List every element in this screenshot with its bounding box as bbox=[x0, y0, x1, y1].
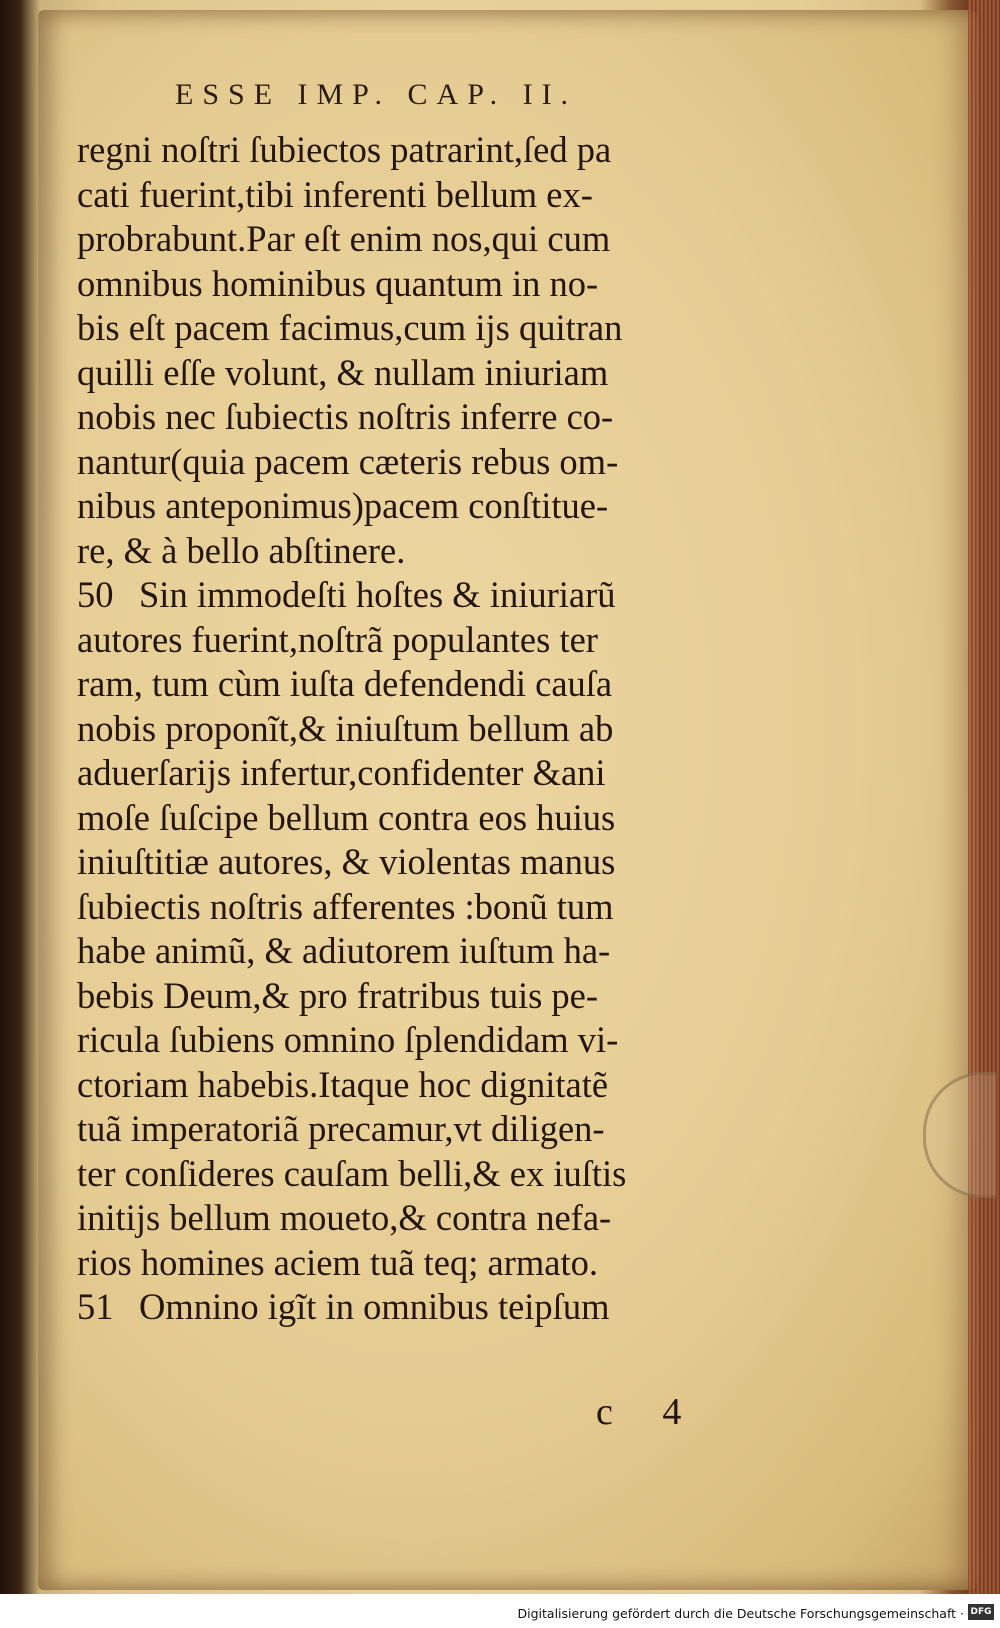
text-line bbox=[77, 929, 732, 974]
line-text: nobis proponĩt,& iniuſtum bellum ab bbox=[77, 707, 614, 749]
text-line bbox=[77, 128, 732, 173]
line-text: Omnino igĩt in omnibus teipſum bbox=[139, 1286, 610, 1327]
line-text: rios homines aciem tuã teq; armato. bbox=[77, 1241, 598, 1283]
text-line bbox=[77, 1285, 732, 1330]
funding-credit: Digitalisierung gefördert durch die Deutsche Forschungsgemeinschaft · bbox=[517, 1606, 964, 1621]
text-line bbox=[77, 1063, 732, 1108]
text-line bbox=[77, 974, 732, 1019]
book-fore-edge bbox=[968, 0, 1000, 1628]
line-text: nantur(quia pacem cæteris rebus om- bbox=[77, 440, 619, 482]
line-text: ſubiectis noſtris afferentes :bonũ tum bbox=[77, 885, 614, 927]
footer-bar bbox=[0, 1594, 1000, 1628]
text-line bbox=[77, 707, 732, 752]
text-line bbox=[77, 217, 732, 262]
text-line bbox=[77, 173, 732, 218]
line-text: nobis nec ſubiectis noſtris inferre co- bbox=[77, 396, 614, 437]
text-line bbox=[77, 1018, 732, 1063]
text-line bbox=[77, 306, 732, 351]
paragraph-number: 50 bbox=[77, 574, 114, 615]
line-text: aduerſarijs infertur,confidenter &ani bbox=[77, 752, 606, 793]
text-line bbox=[77, 1152, 732, 1197]
line-text: re, & à bello abſtinere. bbox=[77, 529, 406, 571]
line-text: ram, tum cùm iuſta defendendi cauſa bbox=[77, 663, 613, 704]
line-text: ter conſideres cauſam belli,& ex iuſtis bbox=[77, 1152, 627, 1194]
text-line bbox=[77, 440, 732, 485]
text-line bbox=[77, 529, 732, 574]
line-text: bebis Deum,& pro fratribus tuis pe- bbox=[77, 974, 599, 1016]
line-text: probrabunt.Par eſt enim nos,qui cum bbox=[77, 218, 611, 259]
text-line bbox=[77, 395, 732, 440]
line-text: cati fuerint,tibi inferenti bellum ex- bbox=[77, 173, 593, 215]
running-head: ESSE IMP. CAP. II. bbox=[175, 78, 578, 111]
line-text: autores fuerint,noſtrã populantes ter bbox=[77, 618, 598, 660]
line-text: nibus anteponimus)pacem conſtitue- bbox=[77, 485, 609, 526]
text-line bbox=[77, 840, 732, 885]
text-line bbox=[77, 484, 732, 529]
line-text: ctoriam habebis.Itaque hoc dignitatẽ bbox=[77, 1063, 609, 1105]
line-text: iniuſtitiæ autores, & violentas manus bbox=[77, 841, 616, 882]
text-line bbox=[77, 573, 732, 618]
dfg-logo-icon: DFG bbox=[968, 1604, 994, 1620]
text-line bbox=[77, 796, 732, 841]
line-text: ricula ſubiens omnino ſplendidam vi- bbox=[77, 1019, 619, 1060]
signature-mark: c 4 bbox=[596, 1391, 702, 1433]
text-line bbox=[77, 885, 732, 930]
text-line bbox=[77, 662, 732, 707]
text-line bbox=[77, 1107, 732, 1152]
line-text: tuã imperatoriã precamur,vt diligen- bbox=[77, 1108, 605, 1149]
line-text: quilli eſſe volunt, & nullam iniuriam bbox=[77, 351, 609, 393]
paragraph-number: 51 bbox=[77, 1286, 114, 1327]
body-text bbox=[77, 128, 732, 1330]
line-text: Sin immodeſti hoſtes & iniuriarũ bbox=[139, 574, 616, 615]
text-line bbox=[77, 751, 732, 796]
line-text: moſe ſuſcipe bellum contra eos huius bbox=[77, 796, 616, 838]
line-text: regni noſtri ſubiectos patrarint,ſed pa bbox=[77, 129, 612, 170]
text-line bbox=[77, 351, 732, 396]
line-text: initijs bellum moueto,& contra nefa- bbox=[77, 1197, 612, 1238]
line-text: bis eſt pacem facimus,cum ijs quitran bbox=[77, 307, 623, 348]
text-line bbox=[77, 1241, 732, 1286]
text-line bbox=[77, 1196, 732, 1241]
line-text: habe animũ, & adiutorem iuſtum ha- bbox=[77, 930, 611, 971]
line-text: omnibus hominibus quantum in no- bbox=[77, 262, 599, 304]
text-line bbox=[77, 618, 732, 663]
text-line bbox=[77, 262, 732, 307]
